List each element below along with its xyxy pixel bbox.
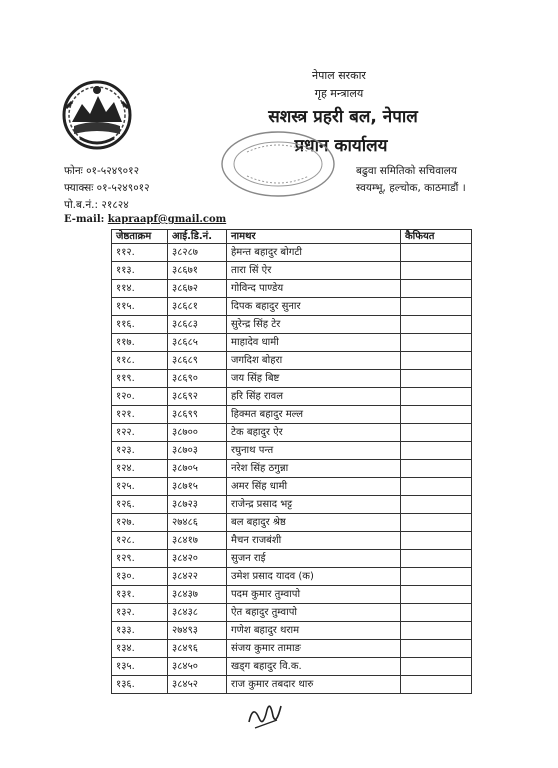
table-row [112, 550, 472, 568]
cell-seniority: १२०. [112, 388, 168, 406]
email-line [64, 214, 226, 225]
table-row [112, 532, 472, 550]
cell-remarks [401, 280, 472, 298]
cell-seniority: १३०. [112, 568, 168, 586]
cell-remarks [401, 658, 472, 676]
table-row [112, 316, 472, 334]
secretariat-name: बढुवा समितिको सचिवालय [356, 165, 457, 177]
cell-name: टेक बहादुर ऐर [227, 424, 401, 442]
cell-name: दिपक बहादुर सुनार [227, 298, 401, 316]
cell-name: खड्ग बहादुर वि.क. [227, 658, 401, 676]
cell-id-number: ३८७१५ [168, 478, 227, 496]
cell-name: संजय कुमार तामाङ [227, 640, 401, 658]
table-row [112, 514, 472, 532]
cell-remarks [401, 550, 472, 568]
cell-remarks [401, 424, 472, 442]
cell-remarks [401, 640, 472, 658]
cell-seniority: ११८. [112, 352, 168, 370]
cell-id-number: ३८७०५ [168, 460, 227, 478]
table-row [112, 568, 472, 586]
cell-name: नरेश सिंह ठगुन्ना [227, 460, 401, 478]
table-header-row [112, 230, 472, 244]
cell-name: बल बहादुर श्रेष्ठ [227, 514, 401, 532]
table-row [112, 334, 472, 352]
cell-id-number: ३८६७२ [168, 280, 227, 298]
cell-id-number: ३८४९६ [168, 640, 227, 658]
cell-seniority: १३४. [112, 640, 168, 658]
header-name: नामथर [227, 230, 401, 244]
email-link[interactable]: kapraapf@gmail.com [107, 214, 227, 225]
cell-id-number: ३८४५२ [168, 676, 227, 694]
cell-name: राजेन्द्र प्रसाद भट्ट [227, 496, 401, 514]
cell-seniority: १२३. [112, 442, 168, 460]
cell-seniority: ११७. [112, 334, 168, 352]
cell-name: ऐत बहादुर तुम्वापो [227, 604, 401, 622]
table-row [112, 604, 472, 622]
cell-remarks [401, 244, 472, 262]
office-stamp-icon [217, 128, 339, 200]
cell-seniority: १२८. [112, 532, 168, 550]
table-row [112, 586, 472, 604]
cell-seniority: १२६. [112, 496, 168, 514]
table-row [112, 658, 472, 676]
cell-remarks [401, 442, 472, 460]
cell-id-number: ३८४१७ [168, 532, 227, 550]
table-row [112, 442, 472, 460]
cell-remarks [401, 604, 472, 622]
cell-remarks [401, 568, 472, 586]
cell-name: जगदिश बोहरा [227, 352, 401, 370]
cell-name: तारा सिं ऐर [227, 262, 401, 280]
cell-remarks [401, 478, 472, 496]
email-label: E-mail: [64, 214, 105, 225]
cell-seniority: १३३. [112, 622, 168, 640]
table-row [112, 370, 472, 388]
cell-seniority: १२२. [112, 424, 168, 442]
cell-remarks [401, 622, 472, 640]
roster-table [111, 229, 472, 694]
cell-seniority: १२९. [112, 550, 168, 568]
table-row [112, 406, 472, 424]
cell-remarks [401, 460, 472, 478]
table-row [112, 352, 472, 370]
fax-number: फ्याक्सः ०१-५२४९०१२ [64, 182, 150, 194]
cell-name: हेमन्त बहादुर बोगटी [227, 244, 401, 262]
cell-name: माहादेव धामी [227, 334, 401, 352]
cell-id-number: ३८७०० [168, 424, 227, 442]
cell-remarks [401, 676, 472, 694]
cell-name: गोविन्द पाण्डेय [227, 280, 401, 298]
cell-id-number: ३८६९० [168, 370, 227, 388]
cell-name: गणेश बहादुर थराम [227, 622, 401, 640]
header-seniority: जेष्ठताक्रम [112, 230, 168, 244]
office-title: प्रधान कार्यालय [294, 136, 388, 156]
cell-name: उमेश प्रसाद यादव (क) [227, 568, 401, 586]
cell-name: राज कुमार तबदार थारु [227, 676, 401, 694]
cell-remarks [401, 298, 472, 316]
cell-remarks [401, 496, 472, 514]
cell-seniority: ११६. [112, 316, 168, 334]
cell-seniority: ११४. [112, 280, 168, 298]
cell-remarks [401, 334, 472, 352]
table-row [112, 622, 472, 640]
cell-remarks [401, 532, 472, 550]
cell-seniority: ११९. [112, 370, 168, 388]
phone-number: फोनः ०१-५२४९०१२ [64, 165, 140, 177]
cell-id-number: ३८६९९ [168, 406, 227, 424]
table-row [112, 496, 472, 514]
cell-remarks [401, 514, 472, 532]
cell-remarks [401, 406, 472, 424]
cell-remarks [401, 388, 472, 406]
cell-name: सुजन राई [227, 550, 401, 568]
ministry-title: गृह मन्त्रालय [314, 87, 364, 100]
cell-seniority: ११५. [112, 298, 168, 316]
cell-seniority: ११३. [112, 262, 168, 280]
table-row [112, 244, 472, 262]
cell-id-number: २७४९३ [168, 622, 227, 640]
cell-name: सुरेन्द्र सिंह टेर [227, 316, 401, 334]
force-title: सशस्त्र प्रहरी बल, नेपाल [268, 107, 418, 127]
cell-seniority: १२१. [112, 406, 168, 424]
cell-remarks [401, 352, 472, 370]
cell-name: हिक्मत बहादुर मल्ल [227, 406, 401, 424]
cell-id-number: ३८६८९ [168, 352, 227, 370]
government-title: नेपाल सरकार [312, 69, 366, 82]
cell-id-number: ३८४२० [168, 550, 227, 568]
cell-remarks [401, 370, 472, 388]
cell-id-number: ३८७२३ [168, 496, 227, 514]
table-row [112, 298, 472, 316]
header-id-number: आई.डि.नं. [168, 230, 227, 244]
cell-seniority: १२७. [112, 514, 168, 532]
table-row [112, 640, 472, 658]
cell-name: हरि सिंह रावल [227, 388, 401, 406]
cell-name: रघुनाथ पन्त [227, 442, 401, 460]
header-remarks: कैफियत [401, 230, 472, 244]
cell-id-number: ३८६८५ [168, 334, 227, 352]
cell-name: अमर सिंह धामी [227, 478, 401, 496]
table-row [112, 262, 472, 280]
cell-remarks [401, 316, 472, 334]
cell-id-number: ३८७०३ [168, 442, 227, 460]
cell-id-number: ३८४५० [168, 658, 227, 676]
cell-name: जय सिंह बिष्ट [227, 370, 401, 388]
cell-seniority: १३२. [112, 604, 168, 622]
cell-name: मैचन राजबंशी [227, 532, 401, 550]
table-row [112, 388, 472, 406]
cell-id-number: २७४८६ [168, 514, 227, 532]
cell-seniority: १३६. [112, 676, 168, 694]
cell-remarks [401, 586, 472, 604]
office-location: स्वयम्भू, हल्चोक, काठमाडौं । [356, 182, 466, 194]
cell-seniority: ११२. [112, 244, 168, 262]
table-row [112, 478, 472, 496]
cell-seniority: १३१. [112, 586, 168, 604]
cell-id-number: ३८४२२ [168, 568, 227, 586]
cell-seniority: १३५. [112, 658, 168, 676]
cell-id-number: ३८४३७ [168, 586, 227, 604]
cell-seniority: १२४. [112, 460, 168, 478]
cell-id-number: ३८६९२ [168, 388, 227, 406]
table-row [112, 280, 472, 298]
signature-icon [243, 698, 287, 734]
cell-id-number: ३८६८३ [168, 316, 227, 334]
cell-id-number: ३८४३८ [168, 604, 227, 622]
cell-seniority: १२५. [112, 478, 168, 496]
cell-name: पदम कुमार तुम्वापो [227, 586, 401, 604]
cell-id-number: ३८६७१ [168, 262, 227, 280]
cell-remarks [401, 262, 472, 280]
po-box: पो.ब.नं.: २१८२४ [64, 199, 129, 211]
table-row [112, 460, 472, 478]
cell-id-number: ३८२८७ [168, 244, 227, 262]
table-row [112, 424, 472, 442]
cell-id-number: ३८६८१ [168, 298, 227, 316]
table-row [112, 676, 472, 694]
